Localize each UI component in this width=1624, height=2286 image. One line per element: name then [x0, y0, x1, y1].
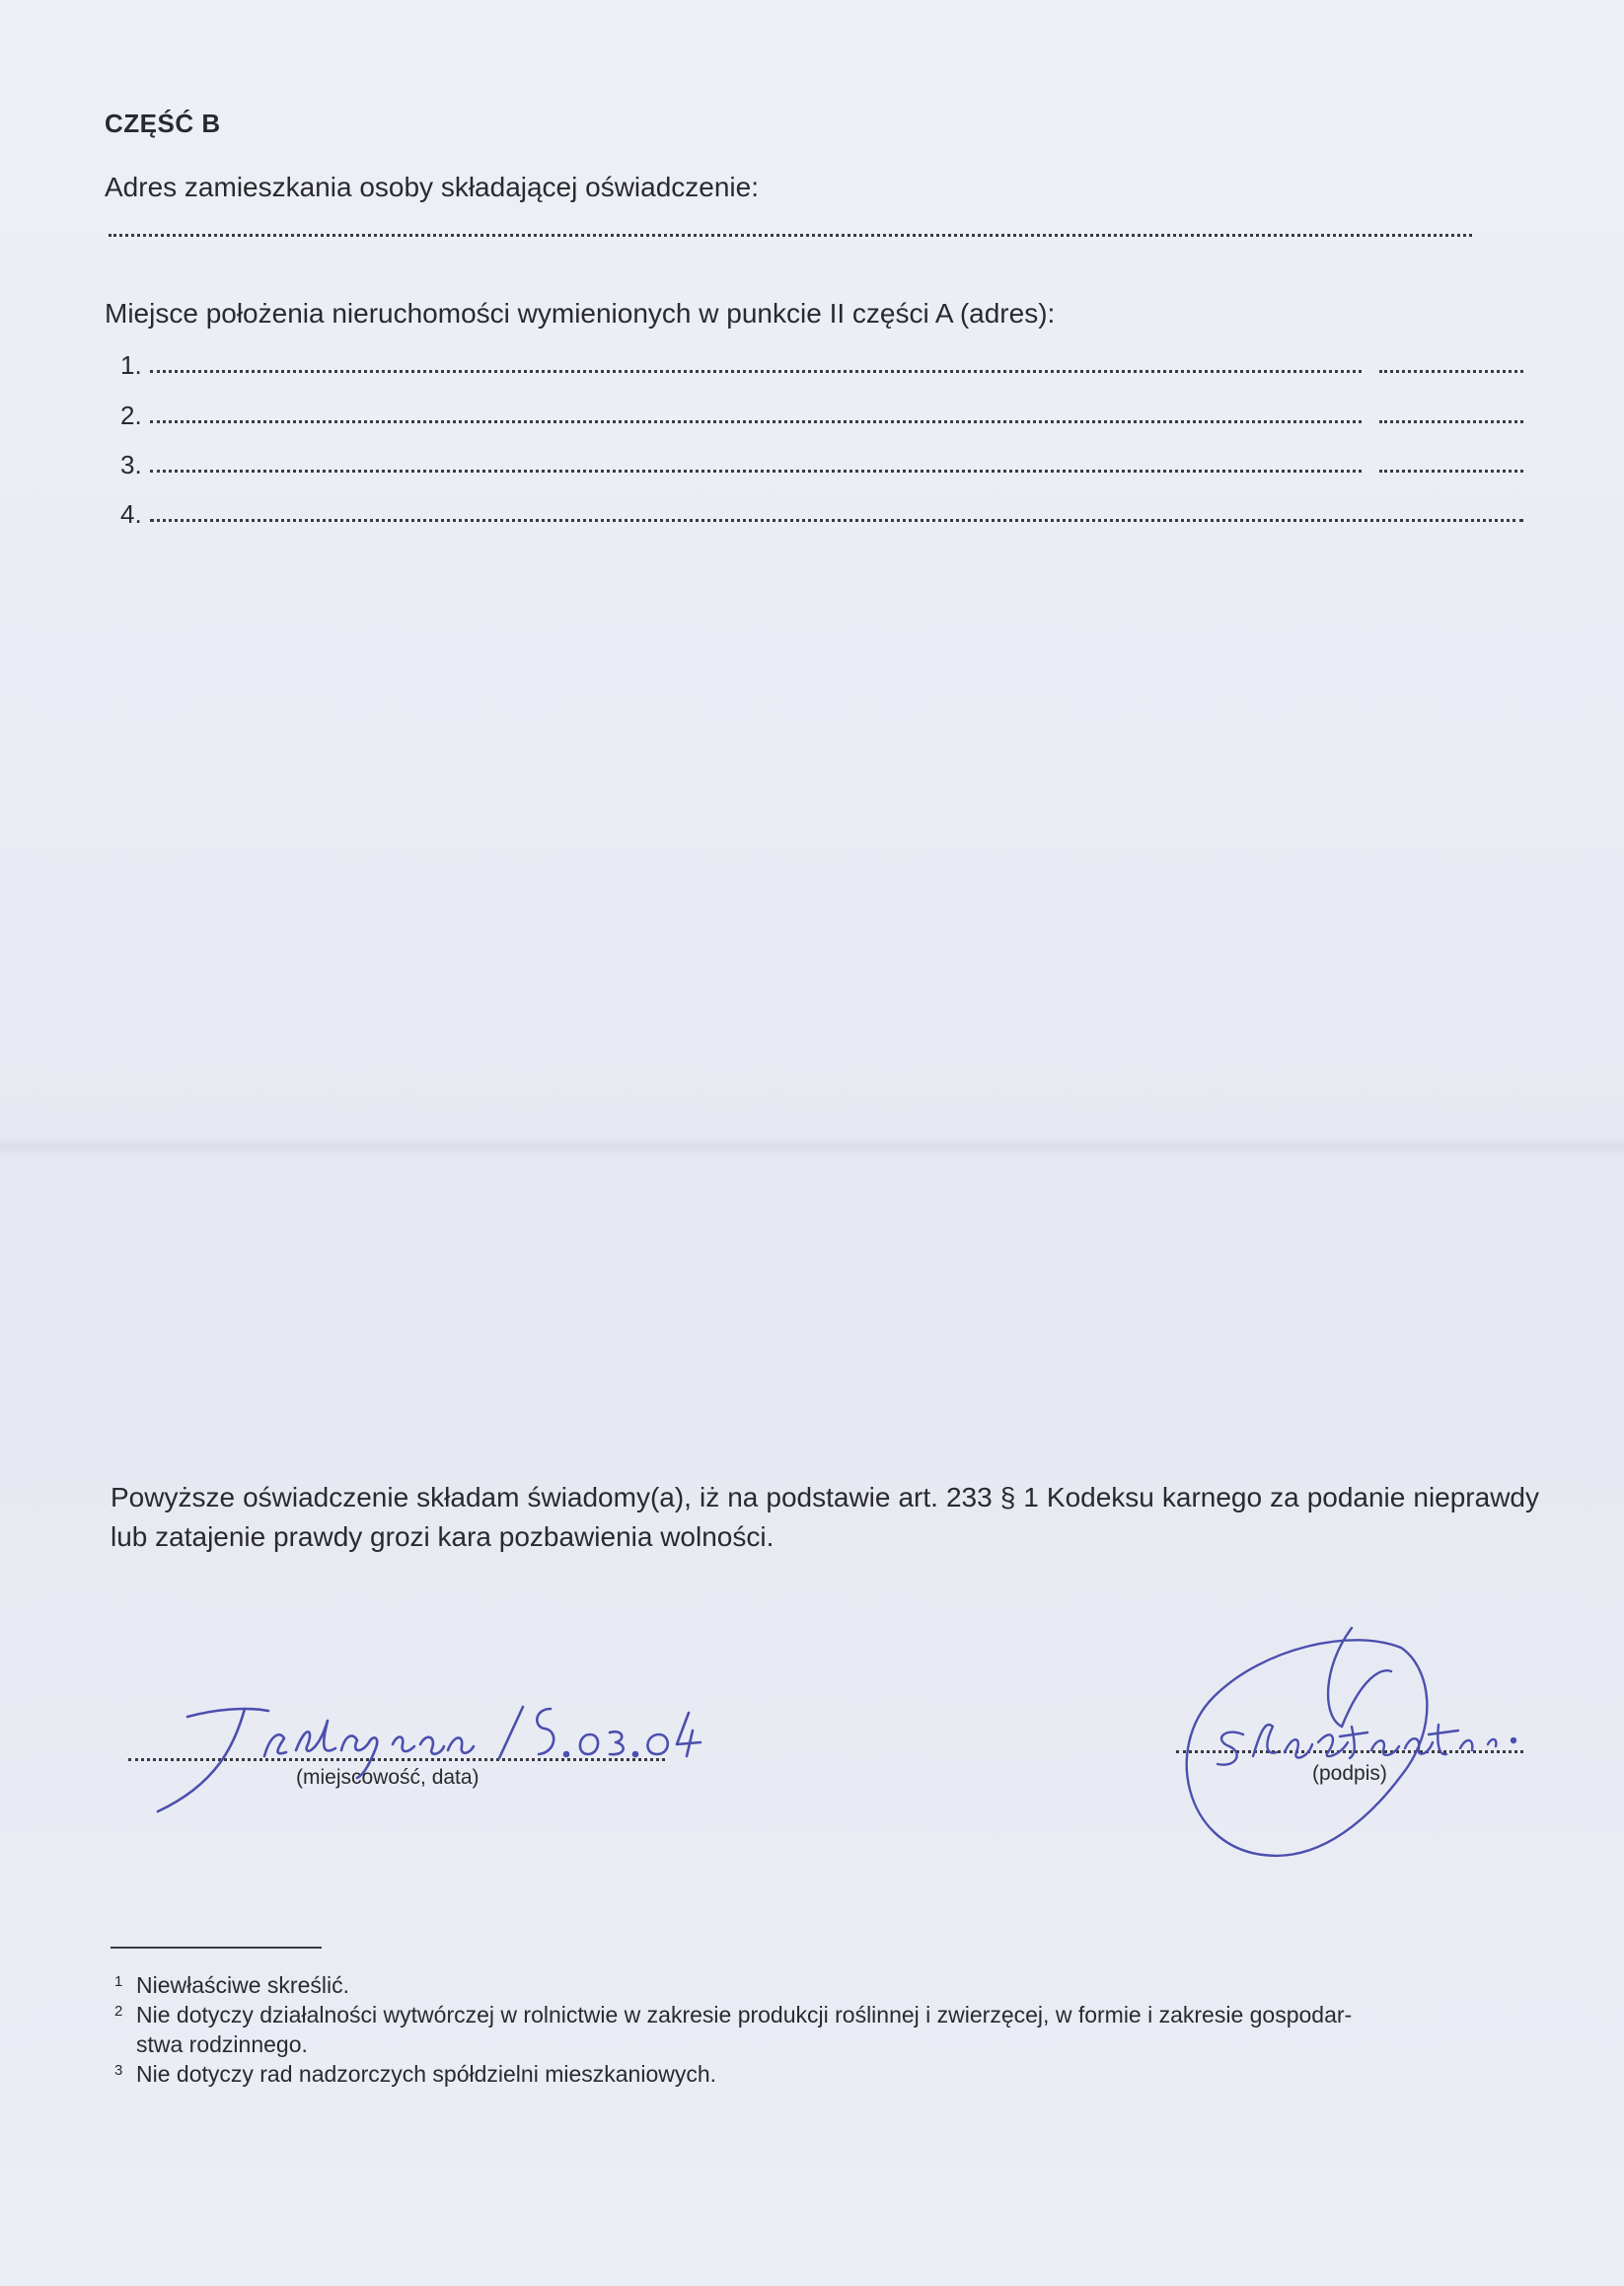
footnote-3-text: Nie dotyczy rad nadzorczych spółdzielni mieszkaniowych. — [136, 2061, 717, 2087]
address-fill-line[interactable] — [109, 234, 1472, 237]
footnote-rule — [111, 1947, 322, 1949]
paper-fold — [0, 1135, 1624, 1158]
section-title: CZĘŚĆ B — [105, 109, 221, 138]
property-fill-line-1[interactable] — [150, 370, 1362, 373]
declaration-text: Powyższe oświadczenie składam świadomy(a), iż na podstawie art. 233 § 1 Kodeksu karnego za podanie nieprawdy lub zatajenie prawdy grozi kara pozbawienia wolności. — [111, 1482, 1539, 1552]
property-item-number-2: 2. — [120, 401, 142, 430]
property-fill-line-1-end[interactable] — [1379, 370, 1523, 373]
footnote-2-number: 2 — [114, 2003, 123, 2020]
property-item-number-1: 1. — [120, 350, 142, 380]
footnote-3-number: 3 — [114, 2062, 123, 2079]
footnote-2-continuation: stwa rodzinnego. — [136, 2031, 308, 2057]
property-fill-line-4[interactable] — [150, 519, 1523, 522]
property-fill-line-2-end[interactable] — [1379, 420, 1523, 423]
signature-caption: (podpis) — [1312, 1762, 1387, 1785]
property-label: Miejsce położenia nieruchomości wymienionych w punkcie II części A (adres): — [105, 298, 1056, 329]
property-item-number-3: 3. — [120, 450, 142, 479]
handwritten-place-date — [148, 1695, 701, 1823]
place-date-caption: (miejscowość, data) — [296, 1766, 480, 1789]
property-fill-line-3[interactable] — [150, 470, 1362, 473]
property-item-number-4: 4. — [120, 499, 142, 529]
address-label: Adres zamieszkania osoby składającej oświadczenie: — [105, 172, 760, 202]
footnote-1-number: 1 — [114, 1973, 123, 1990]
property-fill-line-2[interactable] — [150, 420, 1362, 423]
footnote-1-text: Niewłaściwe skreślić. — [136, 1972, 349, 1998]
handwritten-signature — [1174, 1608, 1549, 1875]
footnote-2-text: Nie dotyczy działalności wytwórczej w rolnictwie w zakresie produkcji roślinnej i zwierzęcej, w formie i zakresie gospodar- — [136, 2002, 1353, 2028]
footnote-3 — [114, 2056, 1535, 2089]
footnote-1 — [114, 1967, 1535, 2000]
property-fill-line-3-end[interactable] — [1379, 470, 1523, 473]
footnote-2 — [114, 1997, 1535, 2059]
